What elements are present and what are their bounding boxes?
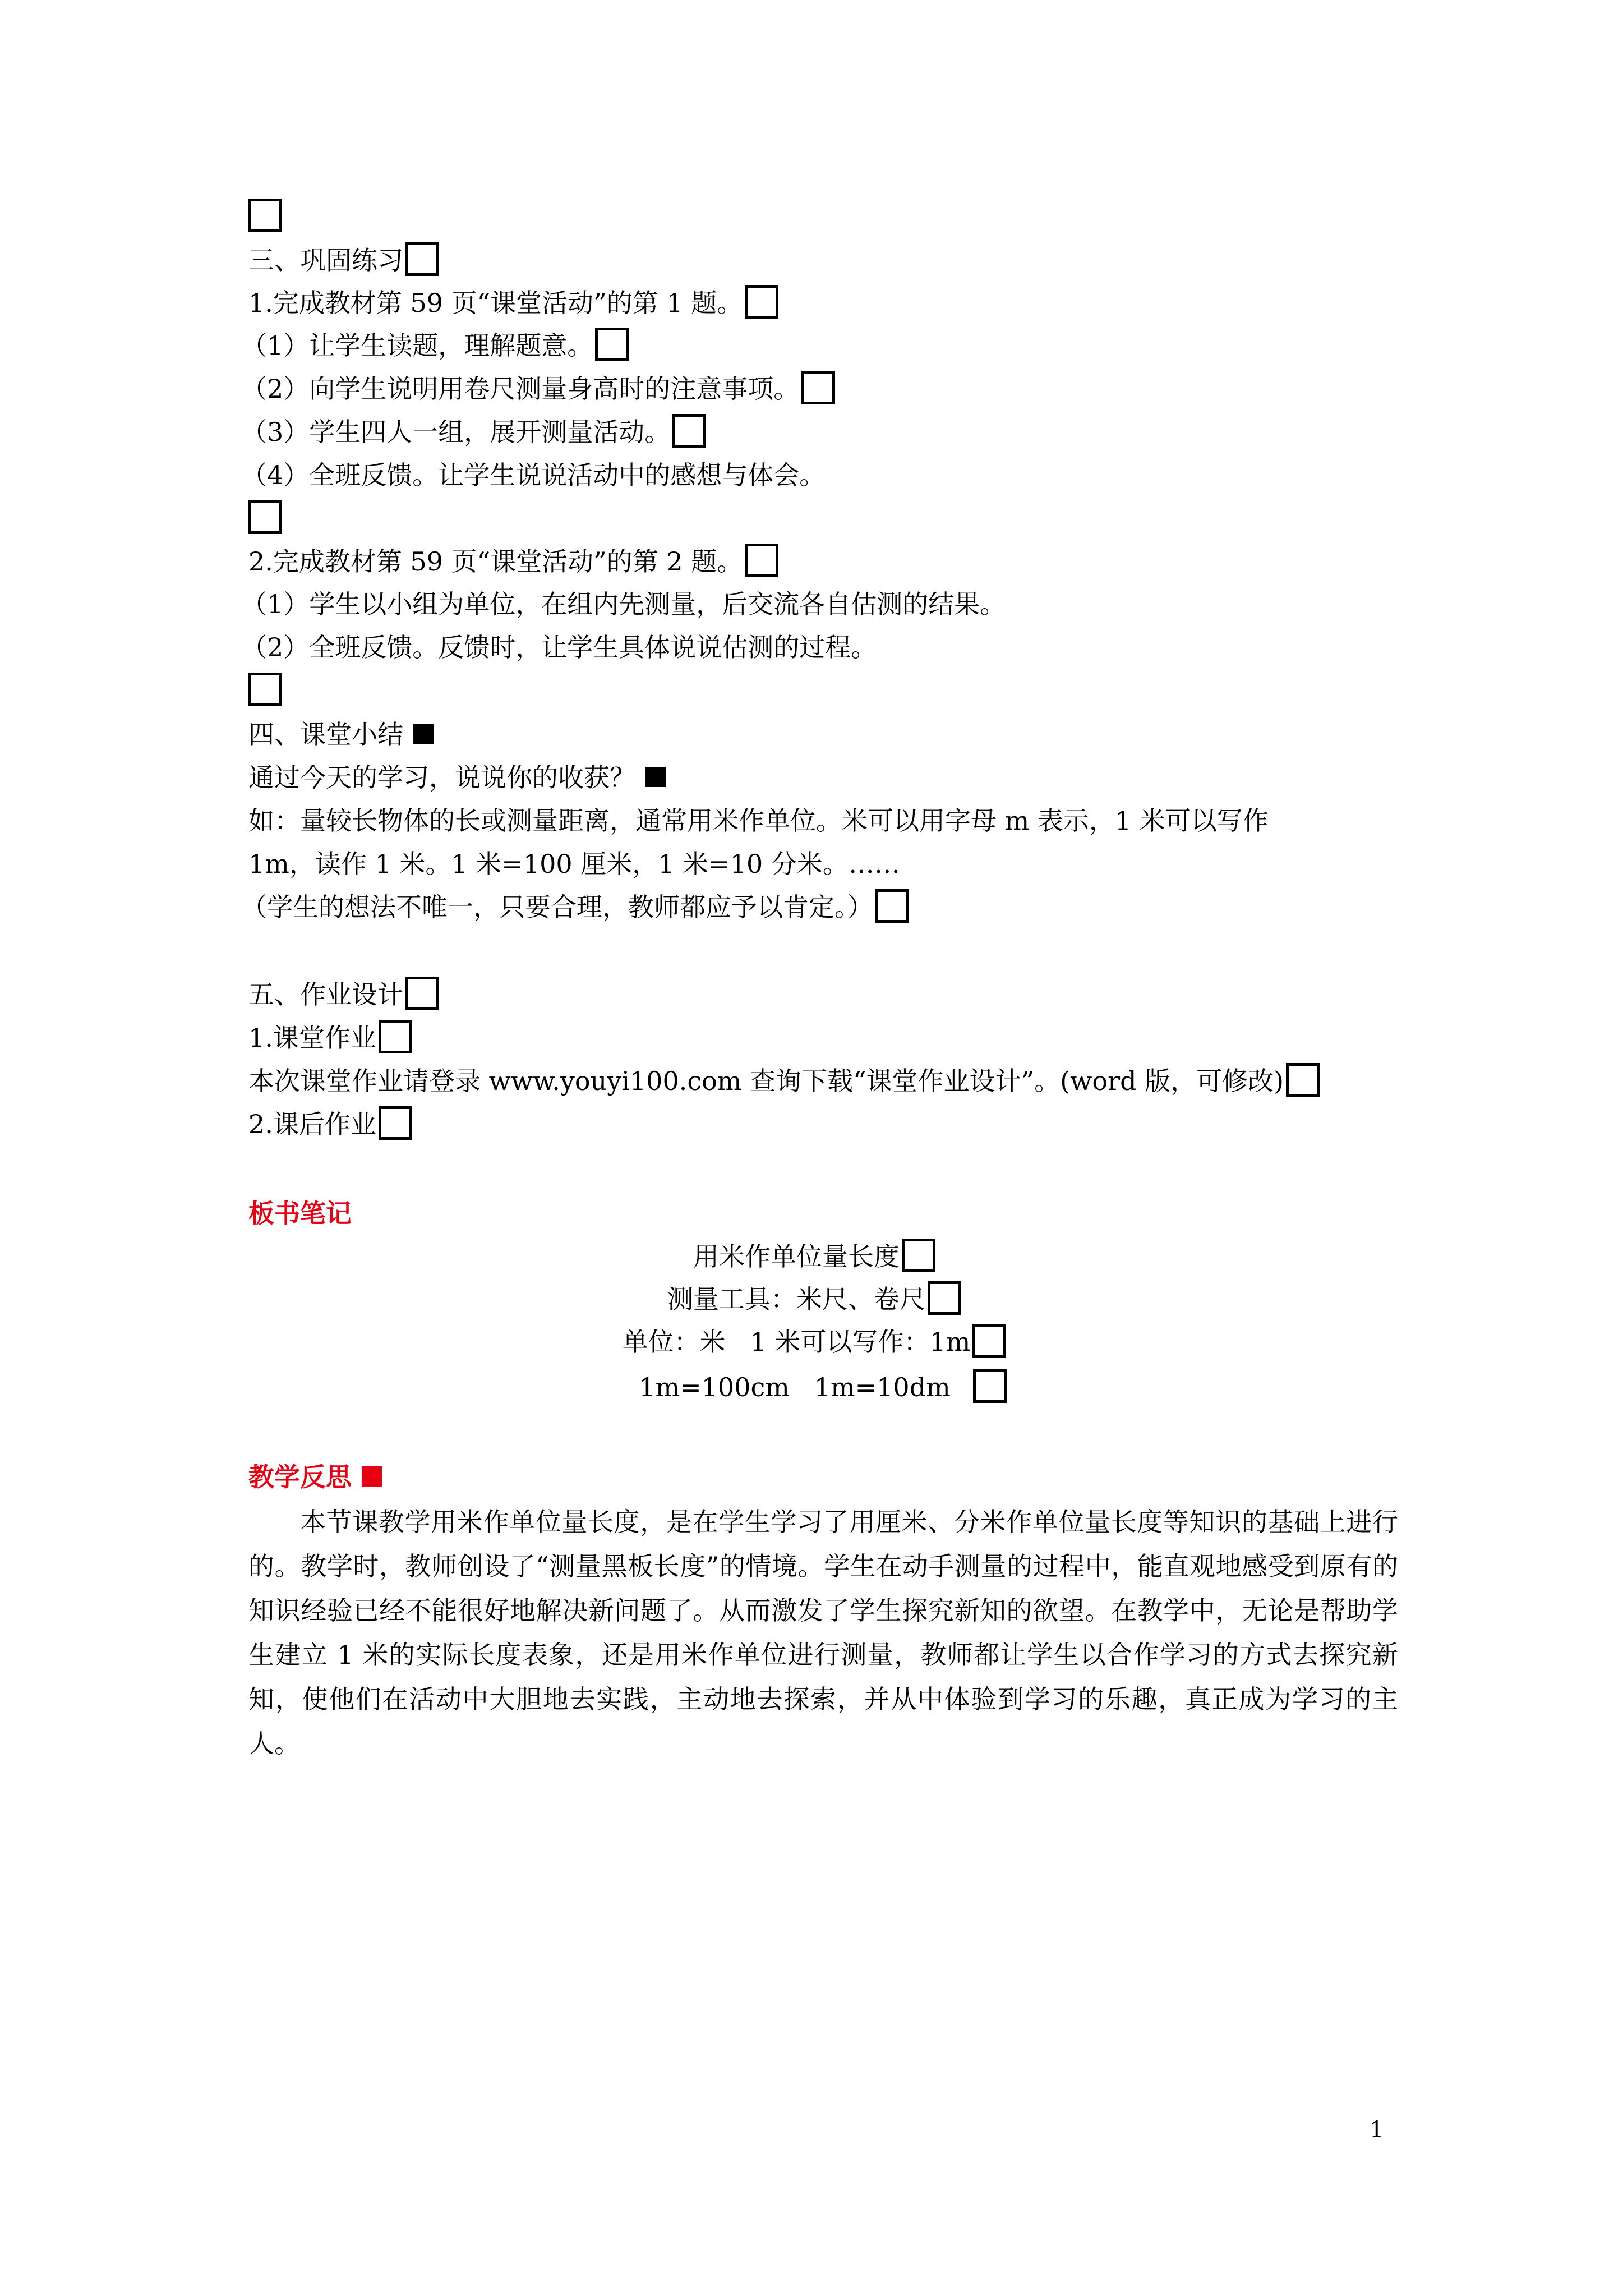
section3-item2-step: （2）全班反馈。反馈时，让学生具体说说估测的过程。 bbox=[241, 632, 877, 662]
placeholder-box bbox=[801, 371, 835, 404]
board-line-text: 测量工具：米尺、卷尺 bbox=[667, 1284, 925, 1314]
section4-note-line bbox=[241, 890, 909, 924]
square-icon bbox=[645, 767, 666, 787]
section5-after-hw: 2.课后作业 bbox=[248, 1109, 376, 1139]
reflection-text: 本节课教学用米作单位量长度，是在学生学习了用厘米、分米作单位量长度等知识的基础上进行的。教学时，教师创设了“测量黑板长度”的情境。学生在动手测量的过程中，能直观地感受到原有的知识经验已经不能很好地解决新问题了。从而激发了学生探究新知的欲望。在教学中，无论是帮助学生建立 1 米的实际长度表象，还是用米作单位进行测量，教师都让学生以合作学习的方式去探究新知，使他们在活动中大胆地去实践，主动地去探索，并从中体验到学习的乐趣，真正成为学习的主人。 bbox=[248, 1507, 1398, 1759]
placeholder-box bbox=[248, 199, 282, 232]
page-number: 1 bbox=[1370, 2117, 1384, 2143]
board-heading: 板书笔记 bbox=[248, 1198, 352, 1228]
placeholder-box bbox=[405, 977, 439, 1010]
section5-class-hw-desc: 本次课堂作业请登录 www.youyi100.com 查询下载“课堂作业设计”。(word 版，可修改) bbox=[248, 1066, 1284, 1096]
placeholder-box bbox=[745, 544, 778, 577]
section4-heading-line bbox=[248, 717, 434, 751]
section3-item1-step: （2）向学生说明用卷尺测量身高时的注意事项。 bbox=[241, 374, 800, 404]
section3-item2-step2-line bbox=[241, 631, 877, 664]
reflection-heading: 教学反思 bbox=[248, 1462, 352, 1492]
section3-item1-step1-line bbox=[241, 329, 629, 362]
section3-item1-step: （1）让学生读题，理解题意。 bbox=[241, 330, 593, 361]
placeholder-box bbox=[972, 1324, 1006, 1358]
board-line-text: 单位：米 1 米可以写作：1m bbox=[622, 1327, 971, 1357]
section3-item1-step: （3）学生四人一组，展开测量活动。 bbox=[241, 417, 671, 447]
section5-class-hw-line bbox=[248, 1021, 412, 1055]
placeholder-box bbox=[248, 500, 282, 534]
placeholder-box-line bbox=[248, 501, 282, 535]
board-line bbox=[11, 1370, 1623, 1404]
reflection-heading-line bbox=[248, 1460, 382, 1494]
square-icon bbox=[413, 724, 434, 744]
square-icon bbox=[362, 1466, 382, 1487]
section3-item1-title: 1.完成教材第 59 页“课堂活动”的第 1 题。 bbox=[248, 288, 743, 318]
board-line-text: 1m=100cm 1m=10dm bbox=[639, 1372, 951, 1402]
section4-example-line1 bbox=[248, 804, 1269, 838]
placeholder-box bbox=[902, 1239, 935, 1272]
placeholder-box bbox=[672, 414, 706, 448]
section4-question: 通过今天的学习，说说你的收获？ bbox=[248, 762, 635, 793]
placeholder-box bbox=[379, 1106, 412, 1140]
placeholder-box bbox=[248, 673, 282, 706]
placeholder-box-line bbox=[248, 200, 282, 233]
placeholder-box bbox=[379, 1020, 412, 1053]
board-line-text: 用米作单位量长度 bbox=[693, 1241, 900, 1272]
board-line bbox=[3, 1282, 1623, 1316]
placeholder-box bbox=[973, 1369, 1007, 1403]
section5-heading-line bbox=[248, 978, 439, 1011]
placeholder-box bbox=[928, 1281, 961, 1315]
section3-item2-step: （1）学生以小组为单位，在组内先测量，后交流各自估测的结果。 bbox=[241, 589, 1006, 619]
section3-item1-step2-line bbox=[241, 372, 835, 406]
section3-item2-title: 2.完成教材第 59 页“课堂活动”的第 2 题。 bbox=[248, 546, 743, 577]
section3-heading-line bbox=[248, 243, 439, 277]
section4-question-line bbox=[248, 761, 666, 794]
section4-note: （学生的想法不唯一，只要合理，教师都应予以肯定。） bbox=[241, 892, 873, 922]
placeholder-box bbox=[745, 285, 778, 319]
board-line bbox=[3, 1240, 1623, 1273]
placeholder-box bbox=[875, 889, 909, 923]
section3-item2-step1-line bbox=[241, 587, 1006, 621]
placeholder-box bbox=[1286, 1063, 1320, 1097]
section3-item1-step: （4）全班反馈。让学生说说活动中的感想与体会。 bbox=[241, 460, 826, 490]
section4-example-text: 1m，读作 1 米。1 米=100 厘米，1 米=10 分米。…… bbox=[248, 849, 900, 879]
section3-item2-line bbox=[248, 545, 778, 578]
section3-item1-step3-line bbox=[241, 415, 706, 449]
section5-heading: 五、作业设计 bbox=[248, 979, 403, 1010]
board-line bbox=[3, 1325, 1623, 1359]
section3-item1-line bbox=[248, 286, 778, 320]
placeholder-box-line bbox=[248, 674, 282, 707]
section5-class-hw: 1.课堂作业 bbox=[248, 1023, 376, 1053]
section5-class-hw-desc-line bbox=[248, 1064, 1320, 1098]
placeholder-box bbox=[595, 328, 629, 361]
section4-example-line2 bbox=[248, 847, 900, 881]
section3-item1-step4-line bbox=[241, 458, 825, 492]
section4-heading: 四、课堂小结 bbox=[248, 719, 403, 749]
placeholder-box bbox=[405, 242, 439, 276]
section3-heading: 三、巩固练习 bbox=[248, 245, 403, 275]
section5-after-hw-line bbox=[248, 1107, 412, 1141]
section4-example-text: 如：量较长物体的长或测量距离，通常用米作单位。米可以用字母 m 表示，1 米可以写作 bbox=[248, 806, 1269, 836]
